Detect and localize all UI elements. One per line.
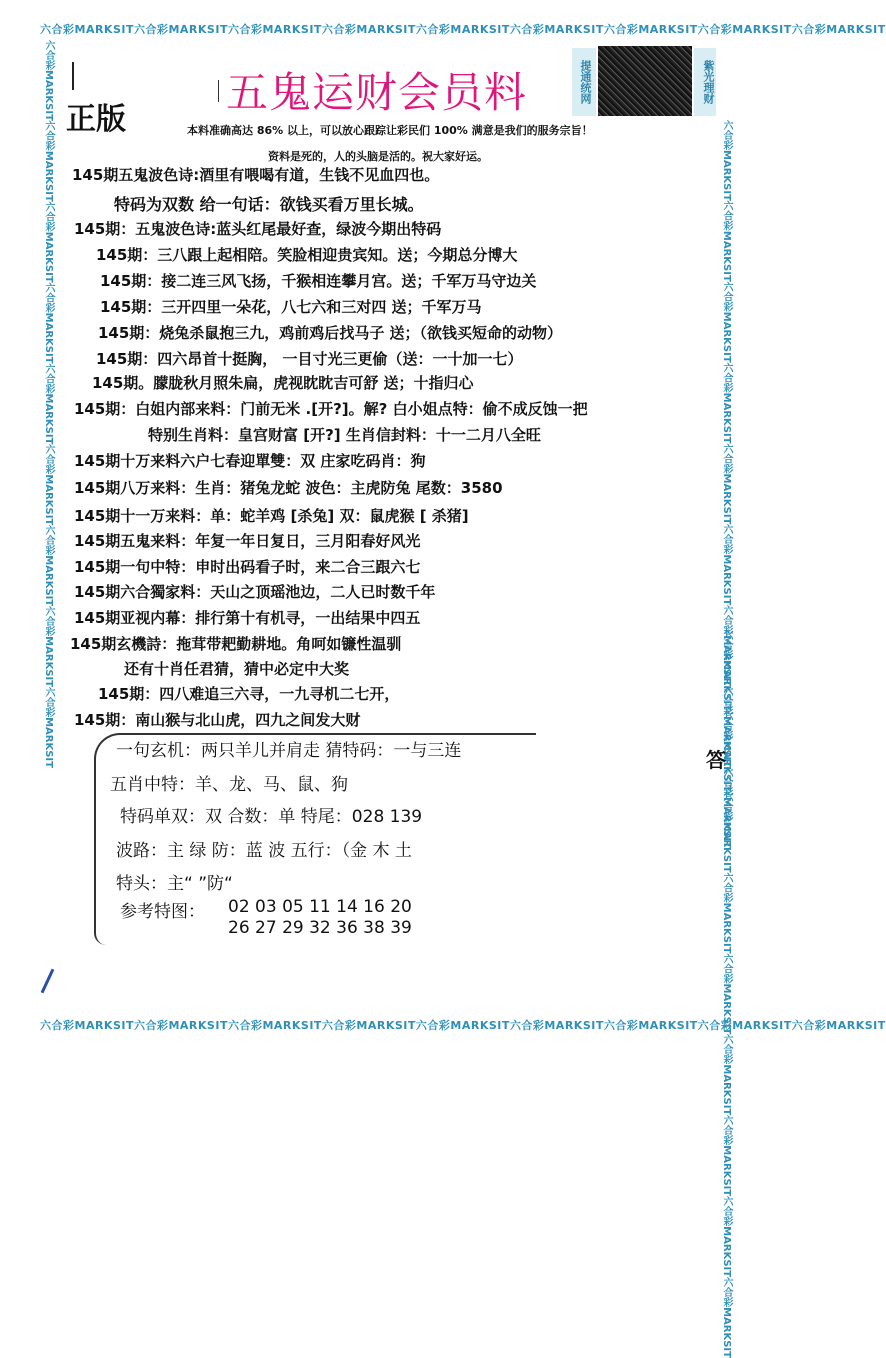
reference-numbers-row1: 02 03 05 11 14 16 20 <box>228 897 412 917</box>
watermark-border-bottom: 六合彩MARKSIT六合彩MARKSIT六合彩MARKSIT六合彩MARKSIT六合彩MARKSIT六合彩MARKSIT六合彩MARKSIT六合彩MARKSIT六合彩MARKSIT <box>40 1019 886 1032</box>
odd-even-line: 特码单双：双 合数：单 特尾：028 139 <box>120 807 423 827</box>
stamp-left-label: 提通统网 <box>572 48 596 116</box>
wave-line: 波路：主 绿 防：蓝 波 五行：（金 木 土 <box>116 841 412 861</box>
head-line: 特头：主“ ”防“ <box>116 874 233 894</box>
content-line: 145期：南山猴与北山虎，四九之间发大财 <box>74 711 361 729</box>
reference-numbers-row2: 26 27 29 32 36 38 39 <box>228 918 412 938</box>
content-line: 145期十一万来料：单：蛇羊鸡 [杀兔] 双：鼠虎猴 [ 杀猪] <box>74 507 469 525</box>
watermark-border-top: 六合彩MARKSIT六合彩MARKSIT六合彩MARKSIT六合彩MARKSIT六合彩MARKSIT六合彩MARKSIT六合彩MARKSIT六合彩MARKSIT六合彩MARKSIT <box>40 23 886 36</box>
content-line: 145期五鬼来料：年复一年日复日，三月阳春好风光 <box>74 532 421 550</box>
content-line: 145期：烧兔杀鼠抱三九，鸡前鸡后找马子 送；（欲钱买短命的动物） <box>98 324 563 342</box>
right-edge-fragment: 答 <box>706 748 726 772</box>
authentic-badge: 正版 <box>66 102 126 137</box>
content-line: 145期亚视内幕：排行第十有机寻，一出结果中四五 <box>74 609 421 627</box>
five-zodiac-line: 五肖中特：羊、龙、马、鼠、狗 <box>110 775 348 795</box>
content-line: 145期玄機詩：拖茸带耙勤耕地。角呵如镰性温驯 <box>70 635 402 653</box>
content-line: 145期：五鬼波色诗:蓝头红尾最好查，绿波今期出特码 <box>74 220 442 238</box>
content-line: 145期：三八跟上起相陪。笑脸相迎贵宾知。送；今期总分博大 <box>96 246 518 264</box>
qr-code-image <box>598 46 692 116</box>
subtitle-motto: 资料是死的，人的头脑是活的。祝大家好运。 <box>268 150 488 163</box>
watermark-border-right-upper: 六合彩MARKSIT六合彩MARKSIT六合彩MARKSIT六合彩MARKSIT六合彩MARKSIT六合彩MARKSIT六合彩MARKSIT六合彩MARKSIT六合彩MARKSIT <box>721 120 732 848</box>
content-line: 145期：四八难追三六寻，一九寻机二七开， <box>98 685 400 703</box>
content-line: 特码为双数 给一句话：欲钱买看万里长城。 <box>114 195 424 214</box>
content-line: 145期：接二连三风飞扬，千猴相连攀月宫。送；千军万马守边关 <box>100 272 537 290</box>
reference-label: 参考特图： <box>120 902 205 922</box>
watermark-border-left: 六合彩MARKSIT六合彩MARKSIT六合彩MARKSIT六合彩MARKSIT六合彩MARKSIT六合彩MARKSIT六合彩MARKSIT六合彩MARKSIT六合彩MARKSIT <box>43 40 54 768</box>
left-rule <box>72 62 74 90</box>
content-line: 145期五鬼波色诗:酒里有喂喝有道，生钱不见血四也。 <box>72 166 440 184</box>
qr-stamp <box>572 46 716 116</box>
content-line: 145期六合獨家料：天山之顶瑶池边，二人已时数千年 <box>74 583 436 601</box>
page-title: 五鬼运财会员料 <box>226 68 528 117</box>
content-line: 145期一句中特：申时出码看子时，来二合三跟六七 <box>74 558 421 576</box>
content-line: 特别生肖料：皇宫财富 [开?] 生肖信封料：十一二月八全旺 <box>148 426 541 444</box>
content-line: 145期：四六昂首十挺胸， 一目寸光三更偷（送：一十加一七） <box>96 350 523 368</box>
subtitle-accuracy: 本料准确高达 86% 以上，可以放心跟踪让彩民们 100% 满意是我们的服务宗旨！ <box>187 124 593 137</box>
content-line: 145期八万来料：生肖：猪兔龙蛇 波色：主虎防兔 尾数：3580 <box>74 479 503 497</box>
content-line: 145期：白姐内部来料：门前无米 .[开?]。解? 白小姐点特：偷不成反蚀一把 <box>74 400 588 418</box>
title-cursor-mark <box>218 80 219 102</box>
content-line: 还有十肖任君猜，猜中必定中大奖 <box>124 660 350 678</box>
content-line: 145期十万来料六户七春迎單雙：双 庄家吃码肖：狗 <box>74 452 426 470</box>
watermark-border-right-lower: 六合彩MARKSIT六合彩MARKSIT六合彩MARKSIT六合彩MARKSIT六合彩MARKSIT六合彩MARKSIT六合彩MARKSIT六合彩MARKSIT六合彩MARKSIT <box>721 630 732 1358</box>
stamp-right-label: 紫光理财 <box>694 48 716 116</box>
content-line: 145期。朦胧秋月照朱扁，虎视眈眈吉可舒 送；十指归心 <box>92 374 474 392</box>
riddle-line: 一句玄机：两只羊儿并肩走 猜特码：一与三连 <box>116 741 462 761</box>
content-line: 145期：三开四里一朵花，八七六和三对四 送；千军万马 <box>100 298 482 316</box>
